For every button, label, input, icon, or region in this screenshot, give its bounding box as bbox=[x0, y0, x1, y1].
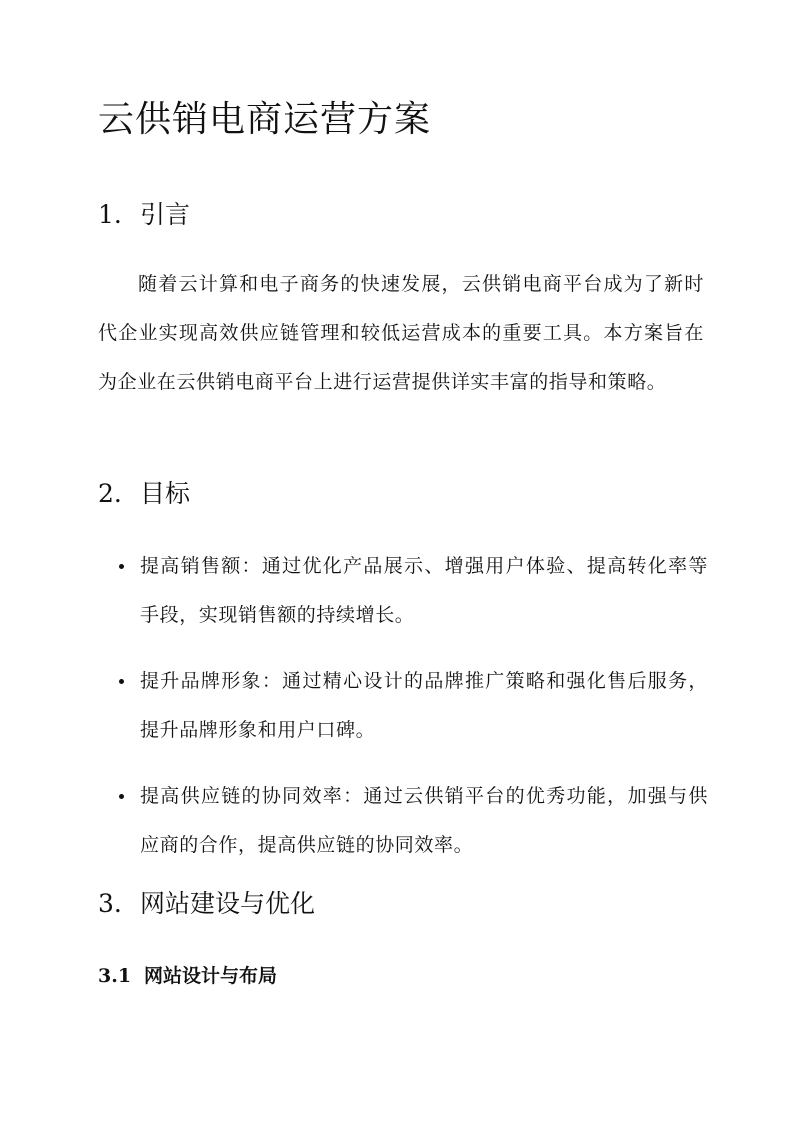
list-item-text: 提升品牌形象：通过精心设计的品牌推广策略和强化售后服务，提升品牌形象和用户口碑。 bbox=[140, 670, 708, 741]
section-number: 2. bbox=[98, 479, 122, 508]
list-item-text: 提高供应链的协同效率：通过云供销平台的优秀功能，加强与供应商的合作，提高供应链的协同效率。 bbox=[140, 785, 708, 856]
section-number: 1. bbox=[98, 200, 122, 229]
section-number: 3. bbox=[98, 889, 122, 918]
section-heading-intro bbox=[98, 195, 190, 235]
section-title: 引言 bbox=[140, 200, 191, 229]
list-item bbox=[98, 542, 708, 640]
bullet-dot-icon bbox=[119, 679, 124, 684]
subsection-heading-design bbox=[98, 961, 277, 991]
subsection-title: 网站设计与布局 bbox=[144, 965, 278, 987]
subsection-number: 3.1 bbox=[98, 965, 132, 987]
list-item bbox=[98, 772, 708, 870]
intro-paragraph: 随着云计算和电子商务的快速发展，云供销电商平台成为了新时代企业实现高效供应链管理和较低运营成本的重要工具。本方案旨在为企业在云供销电商平台上进行运营提供详实丰富的指导和策略。 bbox=[98, 273, 704, 393]
list-item bbox=[98, 657, 708, 755]
section-title: 网站建设与优化 bbox=[140, 889, 316, 918]
document-title: 云供销电商运营方案 bbox=[98, 99, 432, 140]
bullet-dot-icon bbox=[119, 794, 124, 799]
bullet-dot-icon bbox=[119, 564, 124, 569]
section-heading-website bbox=[98, 884, 315, 924]
section-title: 目标 bbox=[140, 479, 191, 508]
list-item-text: 提高销售额：通过优化产品展示、增强用户体验、提高转化率等手段，实现销售额的持续增长。 bbox=[140, 555, 708, 626]
section-heading-goals bbox=[98, 474, 190, 514]
goals-list bbox=[98, 542, 708, 887]
